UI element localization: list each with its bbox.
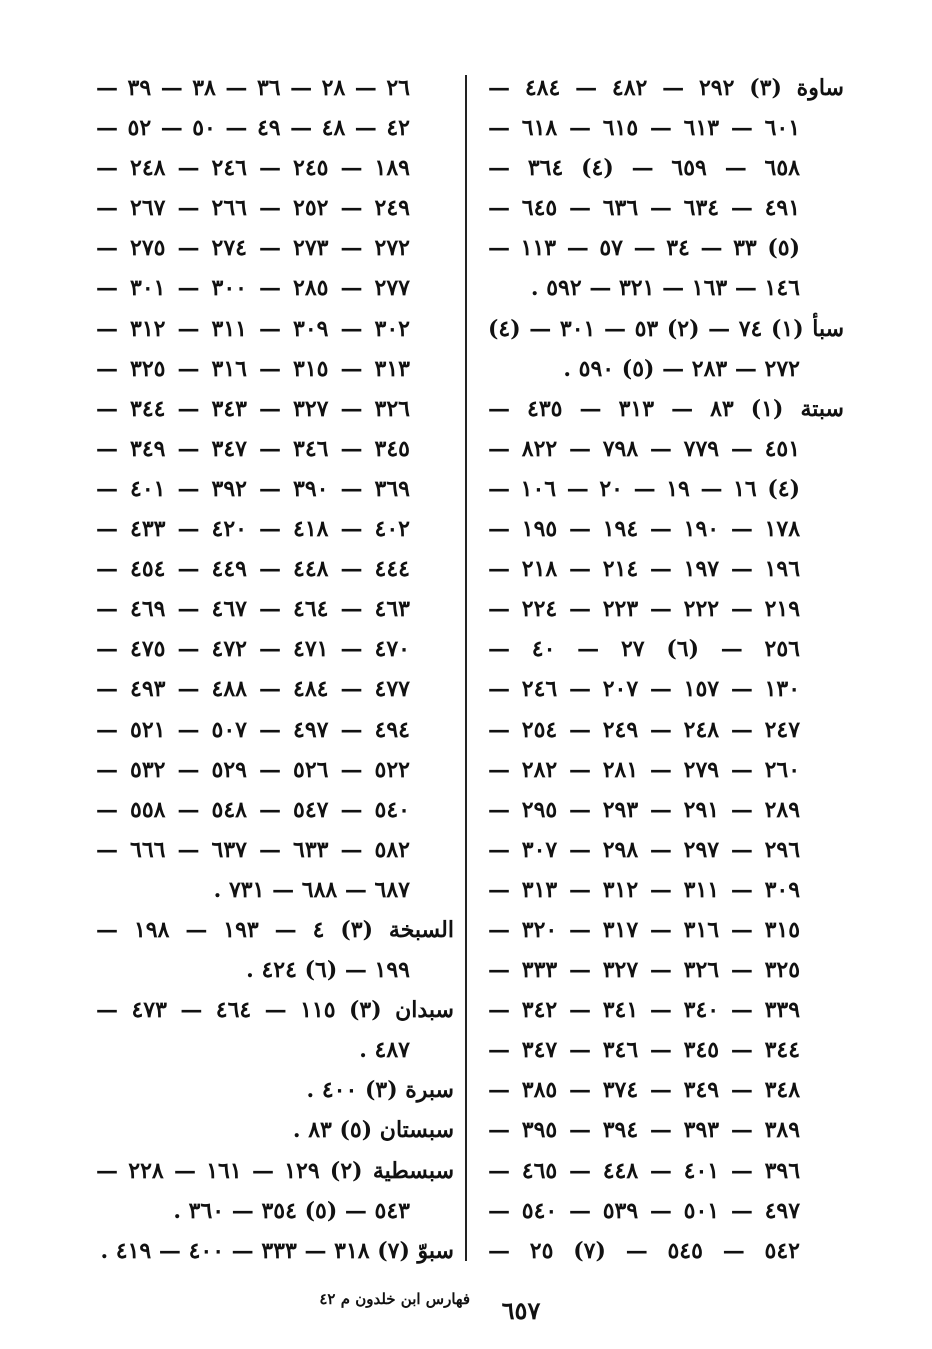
index-line: ١٣٠ — ١٥٧ — ٢٠٧ — ٢٤٦ — bbox=[488, 676, 801, 703]
index-line: ٤٩١ — ٦٣٤ — ٦٣٦ — ٦٤٥ — bbox=[488, 195, 801, 222]
index-line: سبستان (٥) ٨٣ . bbox=[292, 1117, 454, 1144]
index-line: سبتة (١) ٨٣ — ٣١٣ — ٤٣٥ — bbox=[488, 395, 844, 422]
index-line: ٣٩٦ — ٤٠١ — ٤٤٨ — ٤٦٥ — bbox=[488, 1157, 801, 1184]
index-line: ٢٧٢ — ٢٧٣ — ٢٧٤ — ٢٧٥ — bbox=[96, 235, 410, 262]
index-line: ٣٢٥ — ٣٢٦ — ٣٢٧ — ٣٣٣ — bbox=[488, 957, 801, 984]
left-index-column bbox=[96, 68, 454, 1271]
index-line: ٤٧٧ — ٤٨٤ — ٤٨٨ — ٤٩٣ — bbox=[96, 676, 410, 703]
index-line: ٣٤٤ — ٣٤٥ — ٣٤٦ — ٣٤٧ — bbox=[488, 1037, 801, 1064]
page-number: ٦٥٧ bbox=[501, 1296, 541, 1325]
index-line: ٤٧٠ — ٤٧١ — ٤٧٢ — ٤٧٥ — bbox=[96, 636, 410, 663]
index-line: سبرة (٣) ٤٠٠ . bbox=[306, 1077, 454, 1104]
index-line: ٢٦ — ٢٨ — ٣٦ — ٣٨ — ٣٩ — bbox=[96, 75, 410, 101]
index-line: ٣٠٢ — ٣٠٩ — ٣١١ — ٣١٢ — bbox=[96, 315, 410, 342]
index-line: ١٩٦ — ١٩٧ — ٢١٤ — ٢١٨ — bbox=[488, 556, 801, 583]
index-line: ٢١٩ — ٢٢٢ — ٢٢٣ — ٢٢٤ — bbox=[488, 596, 801, 623]
index-line: سبأ (١) ٧٤ — (٢) ٥٣ — ٣٠١ — (٤) bbox=[488, 315, 844, 342]
index-line: (٤) ١٦ — ١٩ — ٢٠ — ١٠٦ — bbox=[488, 475, 800, 502]
index-line: السبخة (٣) ٤ — ١٩٣ — ١٩٨ — bbox=[96, 916, 454, 943]
index-line: ٣٨٩ — ٣٩٣ — ٣٩٤ — ٣٩٥ — bbox=[488, 1117, 801, 1144]
index-line: ٤٢ — ٤٨ — ٤٩ — ٥٠ — ٥٢ — bbox=[96, 115, 410, 142]
index-line: ٣٤٥ — ٣٤٦ — ٣٤٧ — ٣٤٩ — bbox=[96, 435, 410, 462]
index-line: ٢٨٩ — ٢٩١ — ٢٩٣ — ٢٩٥ — bbox=[488, 796, 801, 823]
index-line: ٢٤٧ — ٢٤٨ — ٢٤٩ — ٢٥٤ — bbox=[488, 716, 801, 743]
index-line: سبسطية (٢) ١٢٩ — ١٦١ — ٢٢٨ — bbox=[96, 1157, 454, 1184]
index-line: ٣١٥ — ٣١٦ — ٣١٧ — ٣٢٠ — bbox=[488, 916, 801, 943]
index-line: ٥٤٠ — ٥٤٧ — ٥٤٨ — ٥٥٨ — bbox=[96, 796, 410, 823]
index-line: ٢٤٩ — ٢٥٢ — ٢٦٦ — ٢٦٧ — bbox=[96, 195, 410, 222]
index-line: ٥٤٢ — ٥٤٥ — (٧) ٢٥ — bbox=[488, 1237, 800, 1264]
index-line: ٣٣٩ — ٣٤٠ — ٣٤١ — ٣٤٢ — bbox=[488, 997, 801, 1024]
index-line: ٣١٣ — ٣١٥ — ٣١٦ — ٣٢٥ — bbox=[96, 355, 410, 382]
index-line: ٥٢٢ — ٥٢٦ — ٥٢٩ — ٥٣٢ — bbox=[96, 756, 410, 783]
index-line: ٤٥١ — ٧٧٩ — ٧٩٨ — ٨٢٢ — bbox=[488, 435, 801, 462]
page-footer bbox=[96, 1286, 541, 1346]
index-line: ساوة (٣) ٢٩٢ — ٤٨٢ — ٤٨٤ — bbox=[488, 75, 844, 101]
index-line: ٤٦٣ — ٤٦٤ — ٤٦٧ — ٤٦٩ — bbox=[96, 596, 410, 623]
index-line: ٣٢٦ — ٣٢٧ — ٣٤٣ — ٣٤٤ — bbox=[96, 395, 410, 422]
index-line: ٤٤٤ — ٤٤٨ — ٤٤٩ — ٤٥٤ — bbox=[96, 556, 410, 583]
index-line: سبوّ (٧) ٣١٨ — ٣٣٣ — ٤٠٠ — ٤١٩ . bbox=[100, 1237, 454, 1264]
index-line: ٥٤٣ — (٥) ٣٥٤ — ٣٦٠ . bbox=[173, 1197, 410, 1224]
index-line: ٦٠١ — ٦١٣ — ٦١٥ — ٦١٨ — bbox=[488, 115, 801, 142]
index-line: ٢٧٢ — ٢٨٣ — (٥) ٥٩٠ . bbox=[563, 355, 800, 382]
index-line: ٣٤٨ — ٣٤٩ — ٣٧٤ — ٣٨٥ — bbox=[488, 1077, 801, 1104]
index-line: ١٧٨ — ١٩٠ — ١٩٤ — ١٩٥ — bbox=[488, 516, 801, 543]
index-line: ٢٥٦ — (٦) ٢٧ — ٤٠ — bbox=[488, 636, 800, 663]
right-index-column bbox=[488, 68, 844, 1271]
index-line: ٣٦٩ — ٣٩٠ — ٣٩٢ — ٤٠١ — bbox=[96, 475, 410, 502]
index-line: ٦٥٨ — ٦٥٩ — (٤) ٣٦٤ — bbox=[488, 155, 800, 182]
index-line: ٢٦٠ — ٢٧٩ — ٢٨١ — ٢٨٢ — bbox=[488, 756, 801, 783]
index-line: (٥) ٣٣ — ٣٤ — ٥٧ — ١١٣ — bbox=[488, 235, 800, 262]
index-line: ٢٧٧ — ٢٨٥ — ٣٠٠ — ٣٠١ — bbox=[96, 275, 410, 302]
index-line: ١٨٩ — ٢٤٥ — ٢٤٦ — ٢٤٨ — bbox=[96, 155, 410, 182]
index-line: ١٩٩ — (٦) ٤٢٤ . bbox=[246, 957, 410, 984]
index-line: ٣٠٩ — ٣١١ — ٣١٢ — ٣١٣ — bbox=[488, 876, 801, 903]
index-line: ٦٨٧ — ٦٨٨ — ٧٣١ . bbox=[213, 876, 410, 903]
index-line: ٥٨٢ — ٦٣٣ — ٦٣٧ — ٦٦٦ — bbox=[96, 836, 410, 863]
index-line: ٤٠٢ — ٤١٨ — ٤٢٠ — ٤٣٣ — bbox=[96, 516, 410, 543]
index-line: ٤٩٧ — ٥٠١ — ٥٣٩ — ٥٤٠ — bbox=[488, 1197, 801, 1224]
column-divider bbox=[465, 75, 467, 1261]
index-line: سبدان (٣) ١١٥ — ٤٦٤ — ٤٧٣ — bbox=[96, 997, 454, 1024]
index-line: ٤٩٤ — ٤٩٧ — ٥٠٧ — ٥٢١ — bbox=[96, 716, 410, 743]
index-line: ٤٨٧ . bbox=[359, 1037, 410, 1064]
index-line: ١٤٦ — ١٦٣ — ٣٢١ — ٥٩٢ . bbox=[530, 275, 800, 302]
book-reference: فهارس ابن خلدون م ٤٢ bbox=[319, 1290, 470, 1308]
index-line: ٢٩٦ — ٢٩٧ — ٢٩٨ — ٣٠٧ — bbox=[488, 836, 801, 863]
